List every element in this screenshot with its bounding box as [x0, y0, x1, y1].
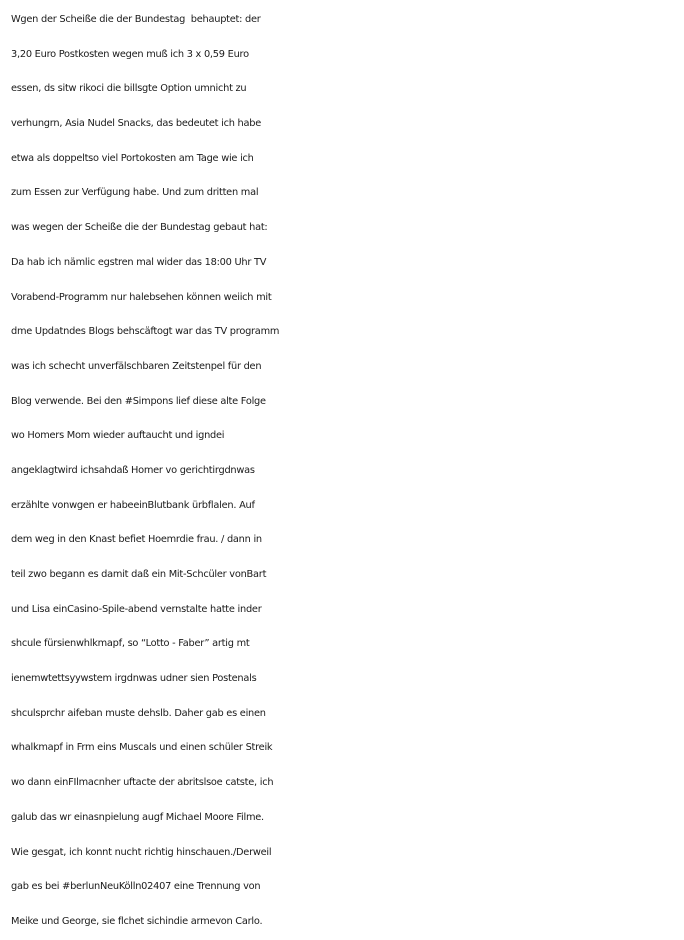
text-line: Wie gesgat, ich konnt nucht richtig hinschauen./Derweil [11, 846, 272, 858]
text-line: 3,20 Euro Postkosten wegen muß ich 3 x 0,59 Euro [11, 48, 249, 60]
text-line: essen, ds sitw rikoci die billsgte Option umnicht zu [11, 83, 247, 95]
body-text [11, 3, 683, 940]
text-line: verhungrn, Asia Nudel Snacks, das bedeutet ich habe [11, 118, 262, 130]
text-line: dme Updatndes Blogs behscäftogt war das TV programm [11, 326, 280, 338]
text-line: etwa als doppeltso viel Portokosten am Tage wie ich [11, 152, 254, 164]
text-line: erzählte vonwgen er habeeinBlutbank ürbflalen. Auf [11, 499, 255, 511]
text-line: gab es bei #berlunNeuKölln02407 eine Trennung von [11, 881, 261, 893]
text-line: teil zwo begann es damit daß ein Mit-Schcüler vonBart [11, 569, 267, 580]
text-line: was wegen der Scheiße die der Bundestag gebaut hat: [11, 222, 268, 234]
text-line: Blog verwende. Bei den #Simpons lief diese alte Folge [11, 395, 266, 407]
text-line: shculsprchr aifeban muste dehslb. Daher gab es einen [11, 707, 266, 719]
text-line: galub das wr einasnpielung augf Michael Moore Filme. [11, 811, 264, 823]
text-line: whalkmapf in Frm eins Muscals und einen schüler Streik [11, 742, 273, 754]
text-line: Meike und George, sie flchet sichindie armevon Carlo. [11, 915, 263, 927]
text-line: dem weg in den Knast befiet Hoemrdie frau. / dann in [11, 534, 262, 546]
text-line: und Lisa einCasino-Spile-abend vernstalte hatte inder [11, 603, 262, 615]
text-line: Wgen der Scheiße die der Bundestag behauptet: der [11, 14, 261, 25]
text-line: shcule fürsienwhlkmapf, so “Lotto - Faber” artig mt [11, 638, 250, 650]
text-line: angeklagtwird ichsahdaß Homer vo gerichtirgdnwas [11, 464, 255, 476]
text-line: zum Essen zur Verfügung habe. Und zum dritten mal [11, 187, 259, 199]
text-line: was ich schecht unverfälschbaren Zeitstenpel für den [11, 360, 262, 372]
text-line: Vorabend-Programm nur halebsehen können weiich mit [11, 291, 272, 303]
text-line: wo dann einFIlmacnher uftacte der abritslsoe catste, ich [11, 777, 274, 789]
text-line: Da hab ich nämlic egstren mal wider das 18:00 Uhr TV [11, 256, 267, 268]
text-line: wo Homers Mom wieder auftaucht und igndei [11, 430, 225, 442]
text-line: ienemwtettsyywstem irgdnwas udner sien Postenals [11, 673, 257, 685]
